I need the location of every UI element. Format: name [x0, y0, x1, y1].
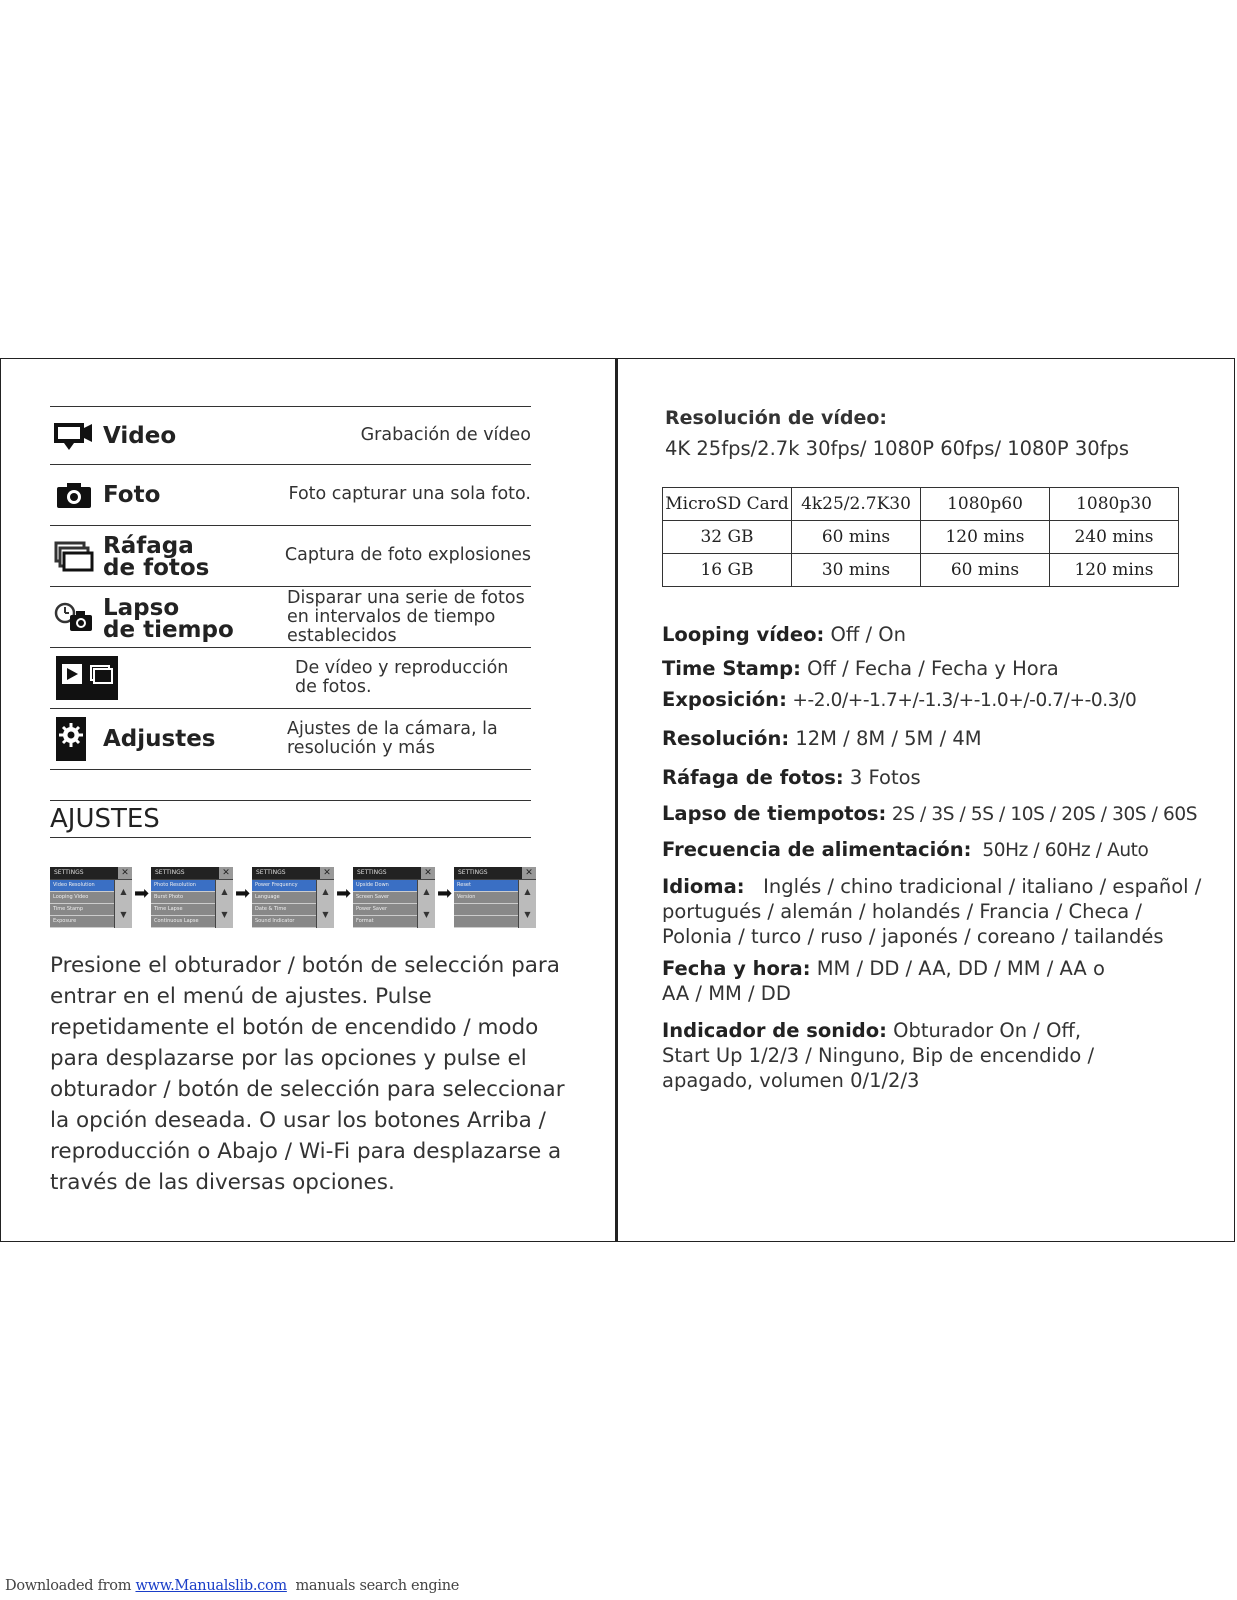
spec-value: Off / On [824, 623, 906, 646]
spec-value: 50Hz / 60Hz / Auto [971, 840, 1149, 861]
screen-title: SETTINGS [454, 867, 536, 879]
spec-label: Frecuencia de alimentación: [662, 838, 972, 861]
list-item: Time Lapse [151, 904, 215, 916]
list-item: Power Frequency [252, 880, 316, 892]
table-cell: 30 mins [792, 554, 921, 587]
footer-suffix: manuals search engine [286, 1578, 460, 1594]
chevron-up-icon: ▲ [524, 887, 531, 896]
mode-description: Foto capturar una sola foto. [288, 484, 531, 504]
mode-description: Captura de foto explosiones [284, 545, 531, 565]
spec-label: Fecha y hora: [662, 957, 811, 980]
spec-label: Resolución: [662, 727, 790, 750]
spec-value: MM / DD / AA, DD / MM / AA o AA / MM / DD [662, 957, 1105, 1005]
playback-icon [56, 656, 118, 700]
list-item: Version [454, 892, 518, 904]
spec-label: Idioma: [662, 875, 745, 898]
spec-timestamp [662, 656, 1202, 681]
table-row [663, 521, 1179, 554]
spec-label: Exposición: [662, 688, 787, 711]
table-row [663, 554, 1179, 587]
mode-name: Lapso de tiempo [103, 595, 234, 643]
table-cell: 4k25/2.7K30 [792, 488, 921, 521]
spec-burst [662, 765, 1202, 790]
list-item: Video Resolution [50, 880, 114, 892]
chevron-up-icon: ▲ [423, 887, 430, 896]
table-cell: 1080p60 [921, 488, 1050, 521]
list-item: Power Saver [353, 904, 417, 916]
list-item: Exposure [50, 916, 114, 928]
spec-label: Indicador de sonido: [662, 1019, 887, 1042]
close-icon: ✕ [320, 867, 334, 879]
spec-exposure [662, 687, 1202, 713]
mode-row-burst [50, 526, 531, 587]
list-item [454, 916, 518, 928]
close-icon: ✕ [421, 867, 435, 879]
spec-label: Ráfaga de fotos: [662, 766, 844, 789]
chevron-up-icon: ▲ [120, 887, 127, 896]
mode-description: Disparar una serie de fotos en intervalos de tiempo establecidos [287, 588, 525, 646]
spec-label: Looping vídeo: [662, 623, 825, 646]
chevron-up-icon: ▲ [322, 887, 329, 896]
list-item: Language [252, 892, 316, 904]
close-icon: ✕ [219, 867, 233, 879]
list-item: Format [353, 916, 417, 928]
settings-screen [454, 867, 536, 928]
arrow-right-icon: ➡ [437, 883, 453, 904]
arrow-right-icon: ➡ [134, 883, 150, 904]
table-cell: 60 mins [792, 521, 921, 554]
settings-screen [151, 867, 233, 928]
spec-value: 2S / 3S / 5S / 10S / 20S / 30S / 60S [886, 804, 1198, 825]
mode-name: Foto [103, 482, 161, 508]
chevron-down-icon: ▼ [120, 910, 127, 919]
burst-photos-icon [54, 538, 94, 574]
mode-row-video [50, 407, 531, 465]
mode-name: Adjustes [103, 726, 216, 752]
list-item [454, 904, 518, 916]
chevron-down-icon: ▼ [322, 910, 329, 919]
page-divider [615, 358, 618, 1242]
chevron-down-icon: ▼ [524, 910, 531, 919]
mode-description: Ajustes de la cámara, la resolución y más [287, 719, 498, 758]
video-resolution-label: Resolución de vídeo: [665, 407, 888, 429]
list-item: Burst Photo [151, 892, 215, 904]
timelapse-camera-icon [54, 599, 94, 635]
modes-table [50, 406, 531, 770]
settings-gear-icon [56, 717, 86, 761]
arrow-right-icon: ➡ [336, 883, 352, 904]
table-cell: 120 mins [1050, 554, 1179, 587]
list-item: Looping Video [50, 892, 114, 904]
table-cell: 240 mins [1050, 521, 1179, 554]
spec-value: Off / Fecha / Fecha y Hora [800, 657, 1059, 680]
mode-row-timelapse [50, 587, 531, 648]
spec-language [662, 874, 1208, 949]
list-item: Continuous Lapse [151, 916, 215, 928]
screen-title: SETTINGS [50, 867, 132, 879]
mode-name: Ráfaga de fotos [103, 533, 210, 581]
spec-date-time [662, 956, 1202, 1006]
ajustes-heading: AJUSTES [50, 800, 531, 838]
spec-value: 3 Fotos [843, 766, 921, 789]
chevron-down-icon: ▼ [423, 910, 430, 919]
spec-sound-indicator [662, 1018, 1202, 1093]
table-cell: MicroSD Card [663, 488, 792, 521]
mode-row-photo [50, 465, 531, 526]
download-footer [5, 1578, 459, 1594]
manualslib-link[interactable]: www.Manualslib.com [135, 1578, 287, 1594]
settings-instructions: Presione el obturador / botón de selección para entrar en el menú de ajustes. Pulse repetidamente el botón de encendido / modo para desplazarse por las opciones y pulse el obturador / botón de selección para seleccionar la opción deseada. O usar los botones Arriba / reproducción o Abajo / Wi-Fi para desplazarse a través de las diversas opciones. [50, 953, 565, 1195]
video-camera-icon [54, 418, 94, 454]
spec-label: Lapso de tiempotos: [662, 802, 887, 825]
video-resolution-value: 4K 25fps/2.7k 30fps/ 1080P 60fps/ 1080P 30fps [665, 437, 1130, 460]
spec-label: Time Stamp: [662, 657, 801, 680]
table-cell: 1080p30 [1050, 488, 1179, 521]
settings-screen [353, 867, 435, 928]
footer-prefix: Downloaded from [5, 1578, 136, 1594]
list-item: Screen Saver [353, 892, 417, 904]
close-icon: ✕ [118, 867, 132, 879]
list-item: Photo Resolution [151, 880, 215, 892]
mode-row-settings [50, 709, 531, 770]
settings-screens-sequence [50, 867, 540, 929]
settings-screen [252, 867, 334, 928]
table-row [663, 488, 1179, 521]
spec-resolution [662, 726, 1202, 751]
list-item: Time Stamp [50, 904, 114, 916]
list-item: Sound Indicator [252, 916, 316, 928]
spec-value: Obturador On / Off, Start Up 1/2/3 / Ninguno, Bip de encendido / apagado, volumen 0/1/2/3 [662, 1019, 1095, 1092]
mode-name: Video [103, 423, 177, 449]
table-cell: 16 GB [663, 554, 792, 587]
spec-value: 12M / 8M / 5M / 4M [789, 727, 982, 750]
spec-value: Inglés / chino tradicional / italiano / español / portugués / alemán / holandés / Francia / Checa / Polonia / turco / ruso / japonés / coreano / tailandés [662, 875, 1208, 948]
screen-title: SETTINGS [353, 867, 435, 879]
mode-row-playback [50, 648, 531, 709]
screen-title: SETTINGS [151, 867, 233, 879]
close-icon: ✕ [522, 867, 536, 879]
arrow-right-icon: ➡ [235, 883, 251, 904]
screen-title: SETTINGS [252, 867, 334, 879]
recording-capacity-table [662, 487, 1179, 587]
list-item: Upside Down [353, 880, 417, 892]
list-item: Reset [454, 880, 518, 892]
list-item: Date & Time [252, 904, 316, 916]
settings-screen [50, 867, 132, 928]
spec-timelapse [662, 801, 1202, 827]
camera-icon [54, 477, 94, 513]
mode-description: De vídeo y reproducción de fotos. [295, 658, 509, 697]
chevron-down-icon: ▼ [221, 910, 228, 919]
chevron-up-icon: ▲ [221, 887, 228, 896]
spec-power-frequency [662, 837, 1202, 863]
spec-value: +-2.0/+-1.7+/-1.3/+-1.0+/-0.7/+-0.3/0 [786, 690, 1137, 711]
spec-looping [662, 622, 1202, 647]
table-cell: 32 GB [663, 521, 792, 554]
table-cell: 120 mins [921, 521, 1050, 554]
mode-description: Grabación de vídeo [360, 425, 531, 445]
table-cell: 60 mins [921, 554, 1050, 587]
